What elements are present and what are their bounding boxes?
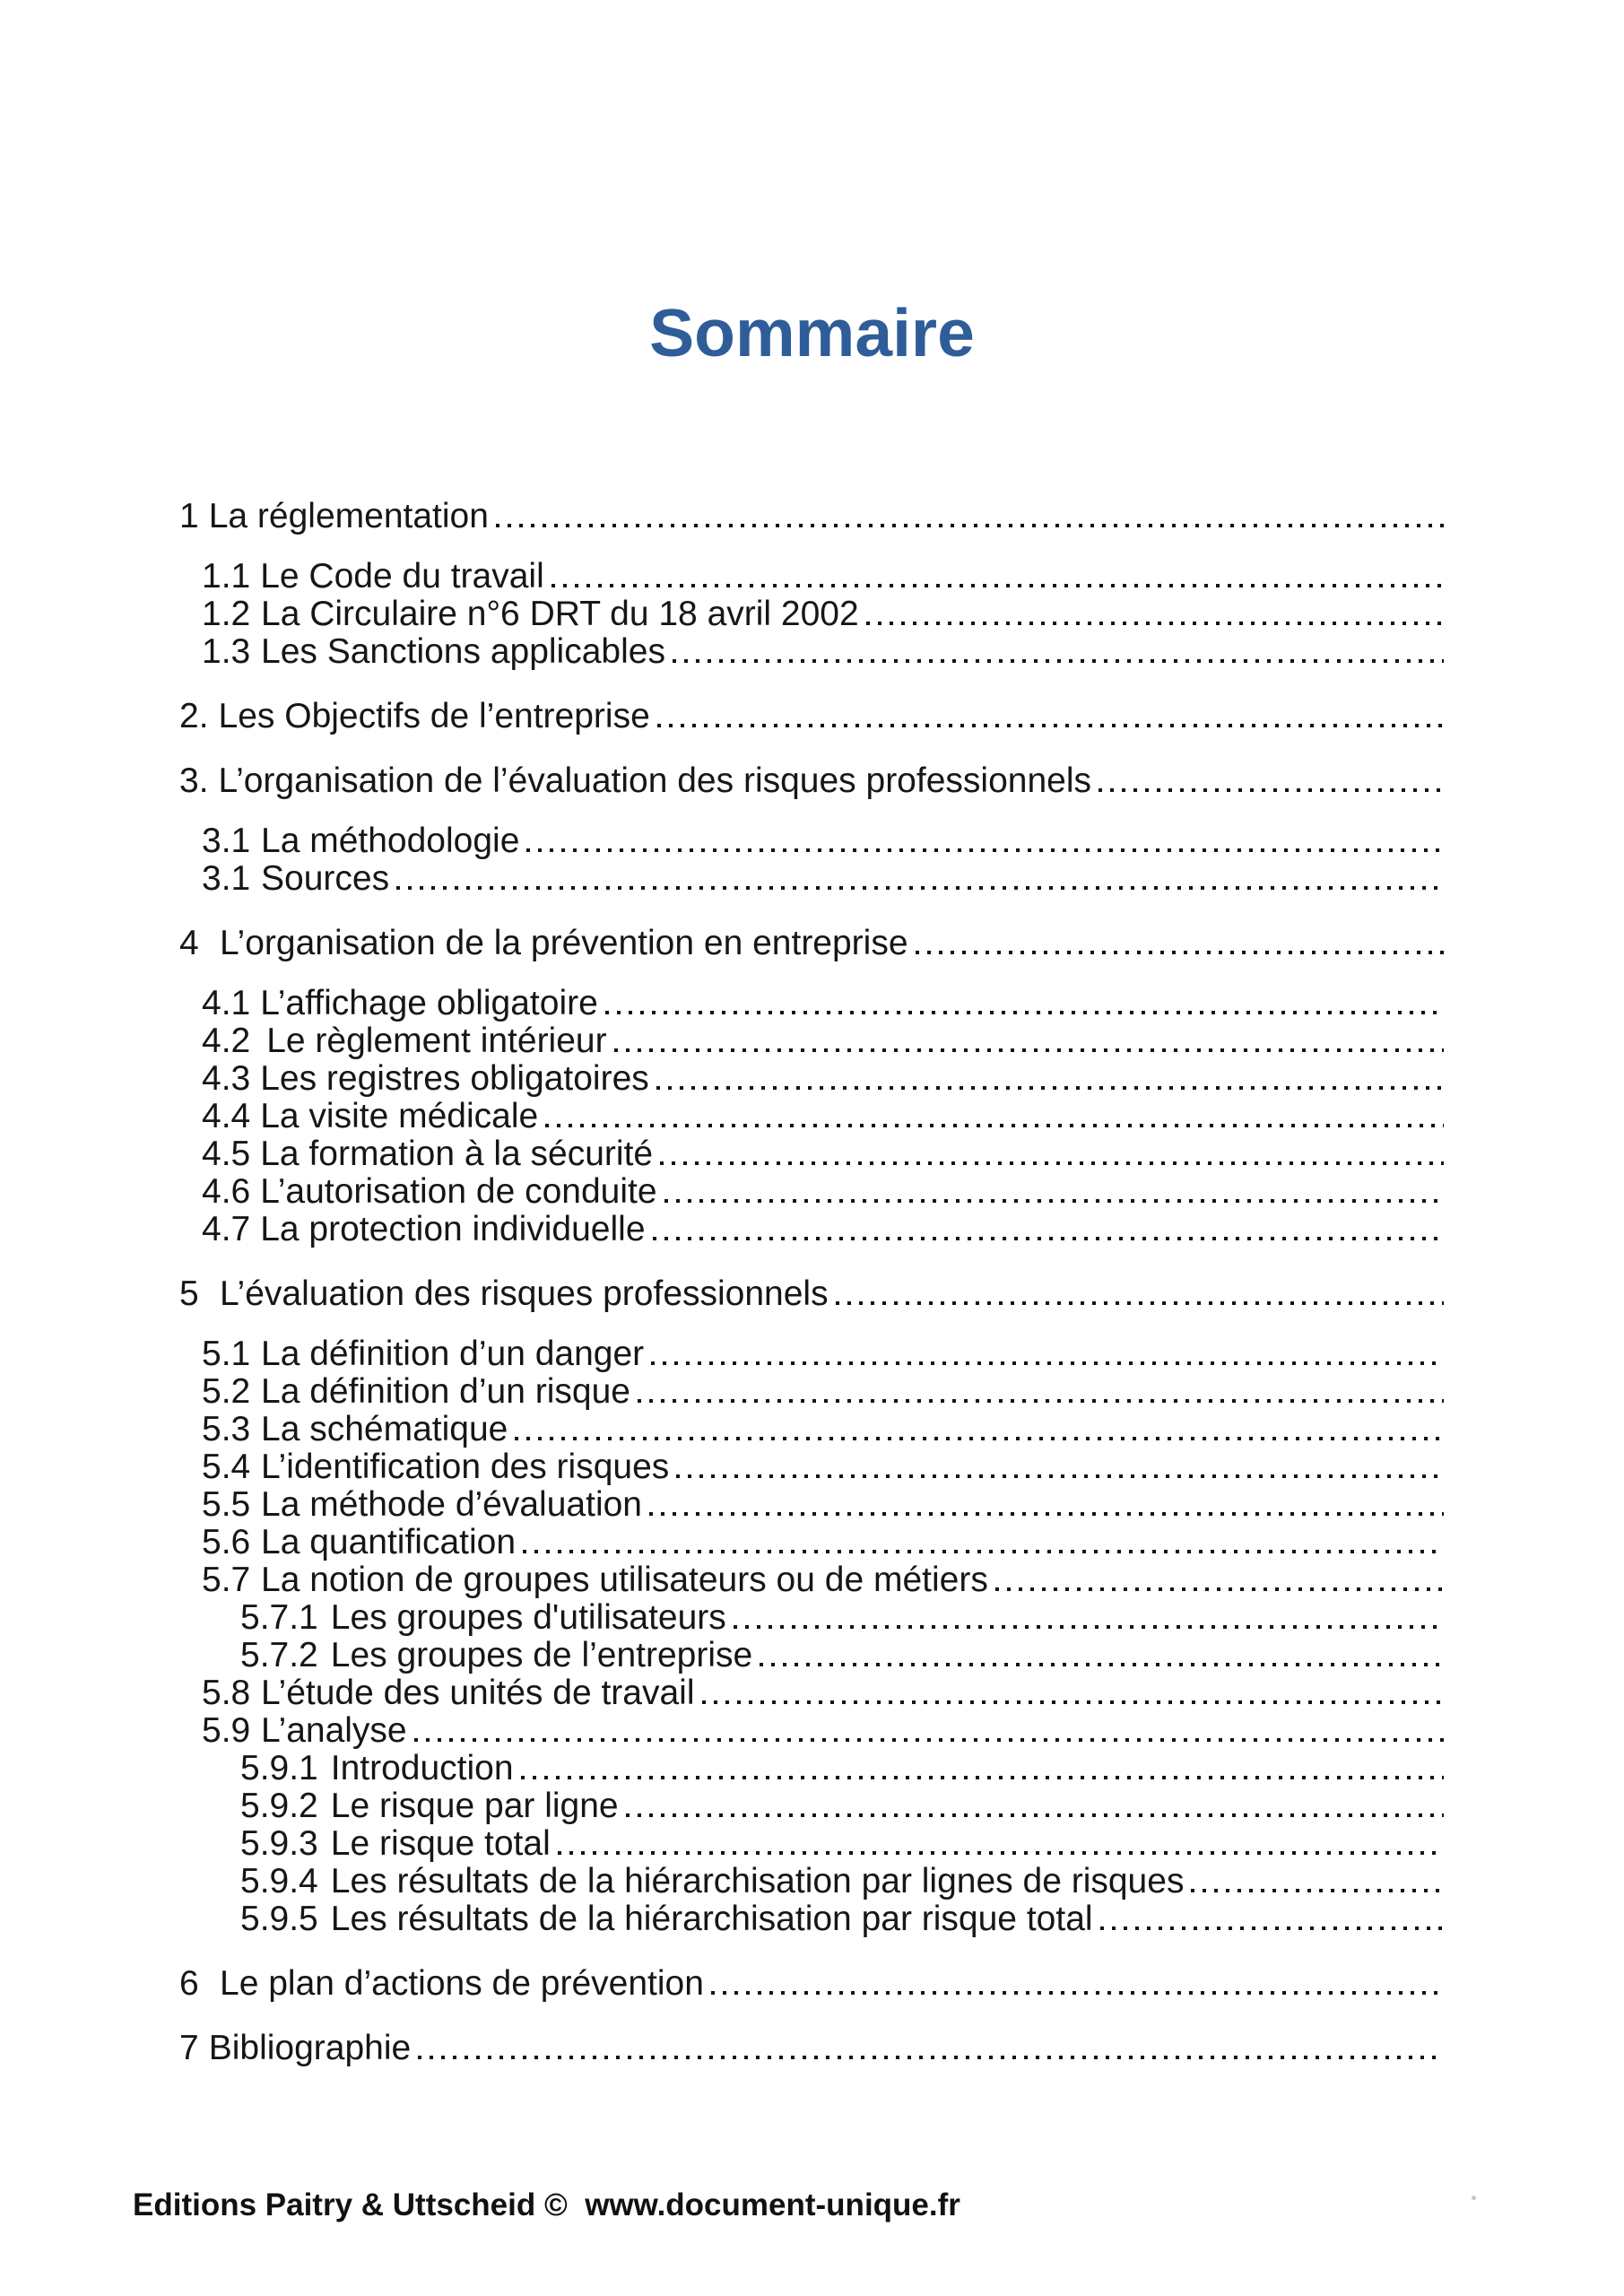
dot-leader — [418, 2056, 1444, 2059]
dot-leader — [916, 951, 1444, 954]
toc-entry-number: 1.3 — [202, 632, 251, 671]
dot-leader — [551, 584, 1444, 587]
toc-subsection — [179, 822, 1444, 898]
scan-artifact-dot — [1472, 2196, 1476, 2200]
toc-entry-number: 5.9.1 — [240, 1749, 318, 1787]
toc-entry-number: 6 — [179, 1964, 199, 2003]
toc-entry-number: 2. — [179, 697, 209, 735]
toc-entry-number: 5.4 — [202, 1448, 251, 1486]
toc-entry-title: Sources — [261, 859, 390, 898]
toc-entry-number: 5.8 — [202, 1674, 251, 1712]
toc-entry-number: 4.3 — [202, 1059, 251, 1098]
toc-entry-title: L’analyse — [261, 1711, 407, 1750]
toc-entry-title: La quantification — [261, 1523, 517, 1561]
toc-entry-number: 5.7.1 — [240, 1598, 318, 1637]
toc-entry — [202, 1335, 1444, 1373]
page-footer: Editions Paitry & Uttscheid © www.document-unique.fr — [133, 2187, 960, 2222]
toc-entry-title: Les groupes d'utilisateurs — [330, 1598, 726, 1637]
dot-leader — [496, 524, 1444, 527]
toc-entry-title: Les résultats de la hiérarchisation par risque total — [330, 1900, 1093, 1938]
toc-entry-number: 3.1 — [202, 859, 251, 898]
toc-entry — [202, 1211, 1444, 1248]
toc-section — [179, 498, 1444, 671]
toc-entry-title: La réglementation — [208, 497, 489, 535]
toc-entry-number: 5 — [179, 1274, 199, 1313]
toc-entry — [202, 1561, 1444, 1599]
dot-leader — [614, 1048, 1444, 1052]
toc-entry — [202, 596, 1444, 633]
toc-entry — [202, 1448, 1444, 1486]
toc-entry — [179, 762, 1444, 800]
toc-entry-number: 7 — [179, 2029, 199, 2067]
toc-entry-title: La visite médicale — [260, 1097, 539, 1135]
dot-leader — [1191, 1889, 1444, 1892]
toc-entry-number: 4.4 — [202, 1097, 251, 1135]
toc-entry-number: 3.1 — [202, 822, 251, 860]
dot-leader — [545, 1124, 1444, 1127]
toc-section — [179, 1965, 1444, 2003]
toc-entry — [202, 1098, 1444, 1135]
toc-entry-number: 5.2 — [202, 1372, 251, 1411]
toc-entry — [179, 2030, 1444, 2067]
toc-entry-title: La formation à la sécurité — [260, 1135, 654, 1173]
toc-entry-number: 5.6 — [202, 1523, 251, 1561]
toc-section — [179, 1275, 1444, 1938]
dot-leader — [649, 1512, 1444, 1516]
dot-leader — [995, 1587, 1444, 1591]
dot-leader — [558, 1851, 1444, 1855]
toc-entry-title: Le plan d’actions de prévention — [220, 1964, 704, 2003]
toc-entry-title: La Circulaire n°6 DRT du 18 avril 2002 — [261, 595, 859, 633]
toc-entry-title: Bibliographie — [208, 2029, 412, 2067]
dot-leader — [626, 1813, 1444, 1817]
toc-entry-number: 5.5 — [202, 1485, 251, 1524]
toc-entry-title: Le risque total — [330, 1824, 551, 1863]
toc-entry — [202, 1173, 1444, 1211]
toc-entry-title: La définition d’un danger — [261, 1335, 645, 1373]
toc — [179, 498, 1444, 2067]
toc-entry — [179, 925, 1444, 962]
toc-entry-number: 5.3 — [202, 1410, 251, 1448]
dot-leader — [523, 1550, 1444, 1553]
toc-entry-title: La notion de groupes utilisateurs ou de métiers — [261, 1561, 988, 1599]
toc-entry-title: Le règlement intérieur — [266, 1022, 607, 1060]
toc-entry-number: 5.9.2 — [240, 1787, 318, 1825]
toc-entry — [240, 1750, 1444, 1787]
dot-leader — [526, 848, 1444, 852]
toc-entry-title: La protection individuelle — [260, 1210, 646, 1248]
dot-leader — [836, 1301, 1444, 1305]
toc-entry-number: 1.1 — [202, 557, 251, 596]
toc-entry-title: Les Sanctions applicables — [261, 632, 665, 671]
toc-entry-number: 5.9.3 — [240, 1824, 318, 1863]
page-title: Sommaire — [649, 295, 975, 370]
toc-entry — [202, 1674, 1444, 1712]
dot-leader — [660, 1161, 1444, 1165]
dot-leader — [396, 886, 1444, 890]
toc-subsection — [179, 558, 1444, 671]
toc-entry-title: L’autorisation de conduite — [260, 1172, 657, 1211]
toc-entry-title: Introduction — [330, 1749, 514, 1787]
toc-entry — [202, 1411, 1444, 1448]
toc-entry — [240, 1900, 1444, 1938]
toc-section — [179, 925, 1444, 1248]
dot-leader — [656, 1086, 1444, 1090]
toc-subsection — [179, 985, 1444, 1248]
dot-leader — [638, 1399, 1444, 1403]
dot-leader — [702, 1700, 1444, 1704]
toc-entry-number: 5.9.4 — [240, 1862, 318, 1900]
toc-entry-title: La définition d’un risque — [261, 1372, 630, 1411]
toc-entry — [240, 1599, 1444, 1637]
toc-entry-number: 4.1 — [202, 984, 251, 1022]
toc-entry — [202, 1060, 1444, 1098]
toc-entry-number: 4.7 — [202, 1210, 251, 1248]
toc-entry — [240, 1863, 1444, 1900]
toc-entry-title: L’identification des risques — [261, 1448, 670, 1486]
toc-entry — [202, 1524, 1444, 1561]
toc-section — [179, 2030, 1444, 2067]
dot-leader — [760, 1663, 1444, 1666]
toc-entry — [179, 1965, 1444, 2003]
toc-entry — [179, 1275, 1444, 1313]
toc-section — [179, 762, 1444, 898]
dot-leader — [664, 1199, 1444, 1203]
dot-leader — [521, 1776, 1444, 1779]
dot-leader — [734, 1625, 1444, 1629]
toc-entry-number: 5.7 — [202, 1561, 251, 1599]
toc-entry-number: 4.6 — [202, 1172, 251, 1211]
toc-entry — [202, 558, 1444, 596]
toc-entry-title: Les groupes de l’entreprise — [330, 1636, 753, 1674]
toc-entry-number: 5.1 — [202, 1335, 251, 1373]
toc-entry-title: L’affichage obligatoire — [260, 984, 598, 1022]
dot-leader — [605, 1011, 1444, 1014]
toc-entry-number: 1 — [179, 497, 199, 535]
toc-entry-title: Le risque par ligne — [330, 1787, 619, 1825]
toc-entry — [179, 498, 1444, 535]
toc-entry — [202, 1022, 1444, 1060]
toc-entry — [202, 822, 1444, 860]
toc-section — [179, 698, 1444, 735]
dot-leader — [657, 724, 1444, 727]
toc-entry-title: L’évaluation des risques professionnels — [220, 1274, 829, 1313]
toc-entry — [202, 633, 1444, 671]
toc-entry-title: L’organisation de la prévention en entreprise — [220, 924, 908, 962]
dot-leader — [866, 622, 1444, 625]
dot-leader — [1100, 1926, 1444, 1930]
toc-entry — [202, 860, 1444, 898]
toc-entry — [240, 1825, 1444, 1863]
toc-entry-title: La méthodologie — [261, 822, 520, 860]
dot-leader — [653, 1237, 1444, 1240]
dot-leader — [673, 659, 1444, 663]
toc-entry-title: L’organisation de l’évaluation des risques professionnels — [218, 761, 1091, 800]
toc-entry — [202, 1712, 1444, 1750]
toc-entry-number: 4.5 — [202, 1135, 251, 1173]
dot-leader — [414, 1738, 1444, 1742]
toc-subsection — [179, 1335, 1444, 1938]
toc-entry-number: 5.7.2 — [240, 1636, 318, 1674]
toc-entry — [202, 1135, 1444, 1173]
toc-entry — [179, 698, 1444, 735]
dot-leader — [515, 1437, 1444, 1440]
toc-entry-title: Les résultats de la hiérarchisation par lignes de risques — [330, 1862, 1185, 1900]
toc-entry-title: Le Code du travail — [260, 557, 544, 596]
dot-leader — [651, 1361, 1444, 1365]
dot-leader — [1099, 788, 1444, 792]
toc-entry — [202, 1486, 1444, 1524]
toc-entry-number: 5.9.5 — [240, 1900, 318, 1938]
dot-leader — [676, 1474, 1444, 1478]
toc-entry — [202, 985, 1444, 1022]
toc-entry-number: 3. — [179, 761, 209, 800]
dot-leader — [711, 1991, 1444, 1995]
toc-entry-title: Les Objectifs de l’entreprise — [218, 697, 650, 735]
toc-entry-title: L’étude des unités de travail — [261, 1674, 695, 1712]
toc-entry-title: Les registres obligatoires — [260, 1059, 649, 1098]
toc-entry-number: 4 — [179, 924, 199, 962]
toc-entry-number: 1.2 — [202, 595, 251, 633]
toc-entry — [240, 1787, 1444, 1825]
toc-entry-title: La méthode d’évaluation — [261, 1485, 642, 1524]
toc-entry-number: 4.2 — [202, 1022, 251, 1060]
toc-entry — [202, 1373, 1444, 1411]
toc-entry-title: La schématique — [261, 1410, 508, 1448]
toc-entry-number: 5.9 — [202, 1711, 251, 1750]
toc-entry — [240, 1637, 1444, 1674]
